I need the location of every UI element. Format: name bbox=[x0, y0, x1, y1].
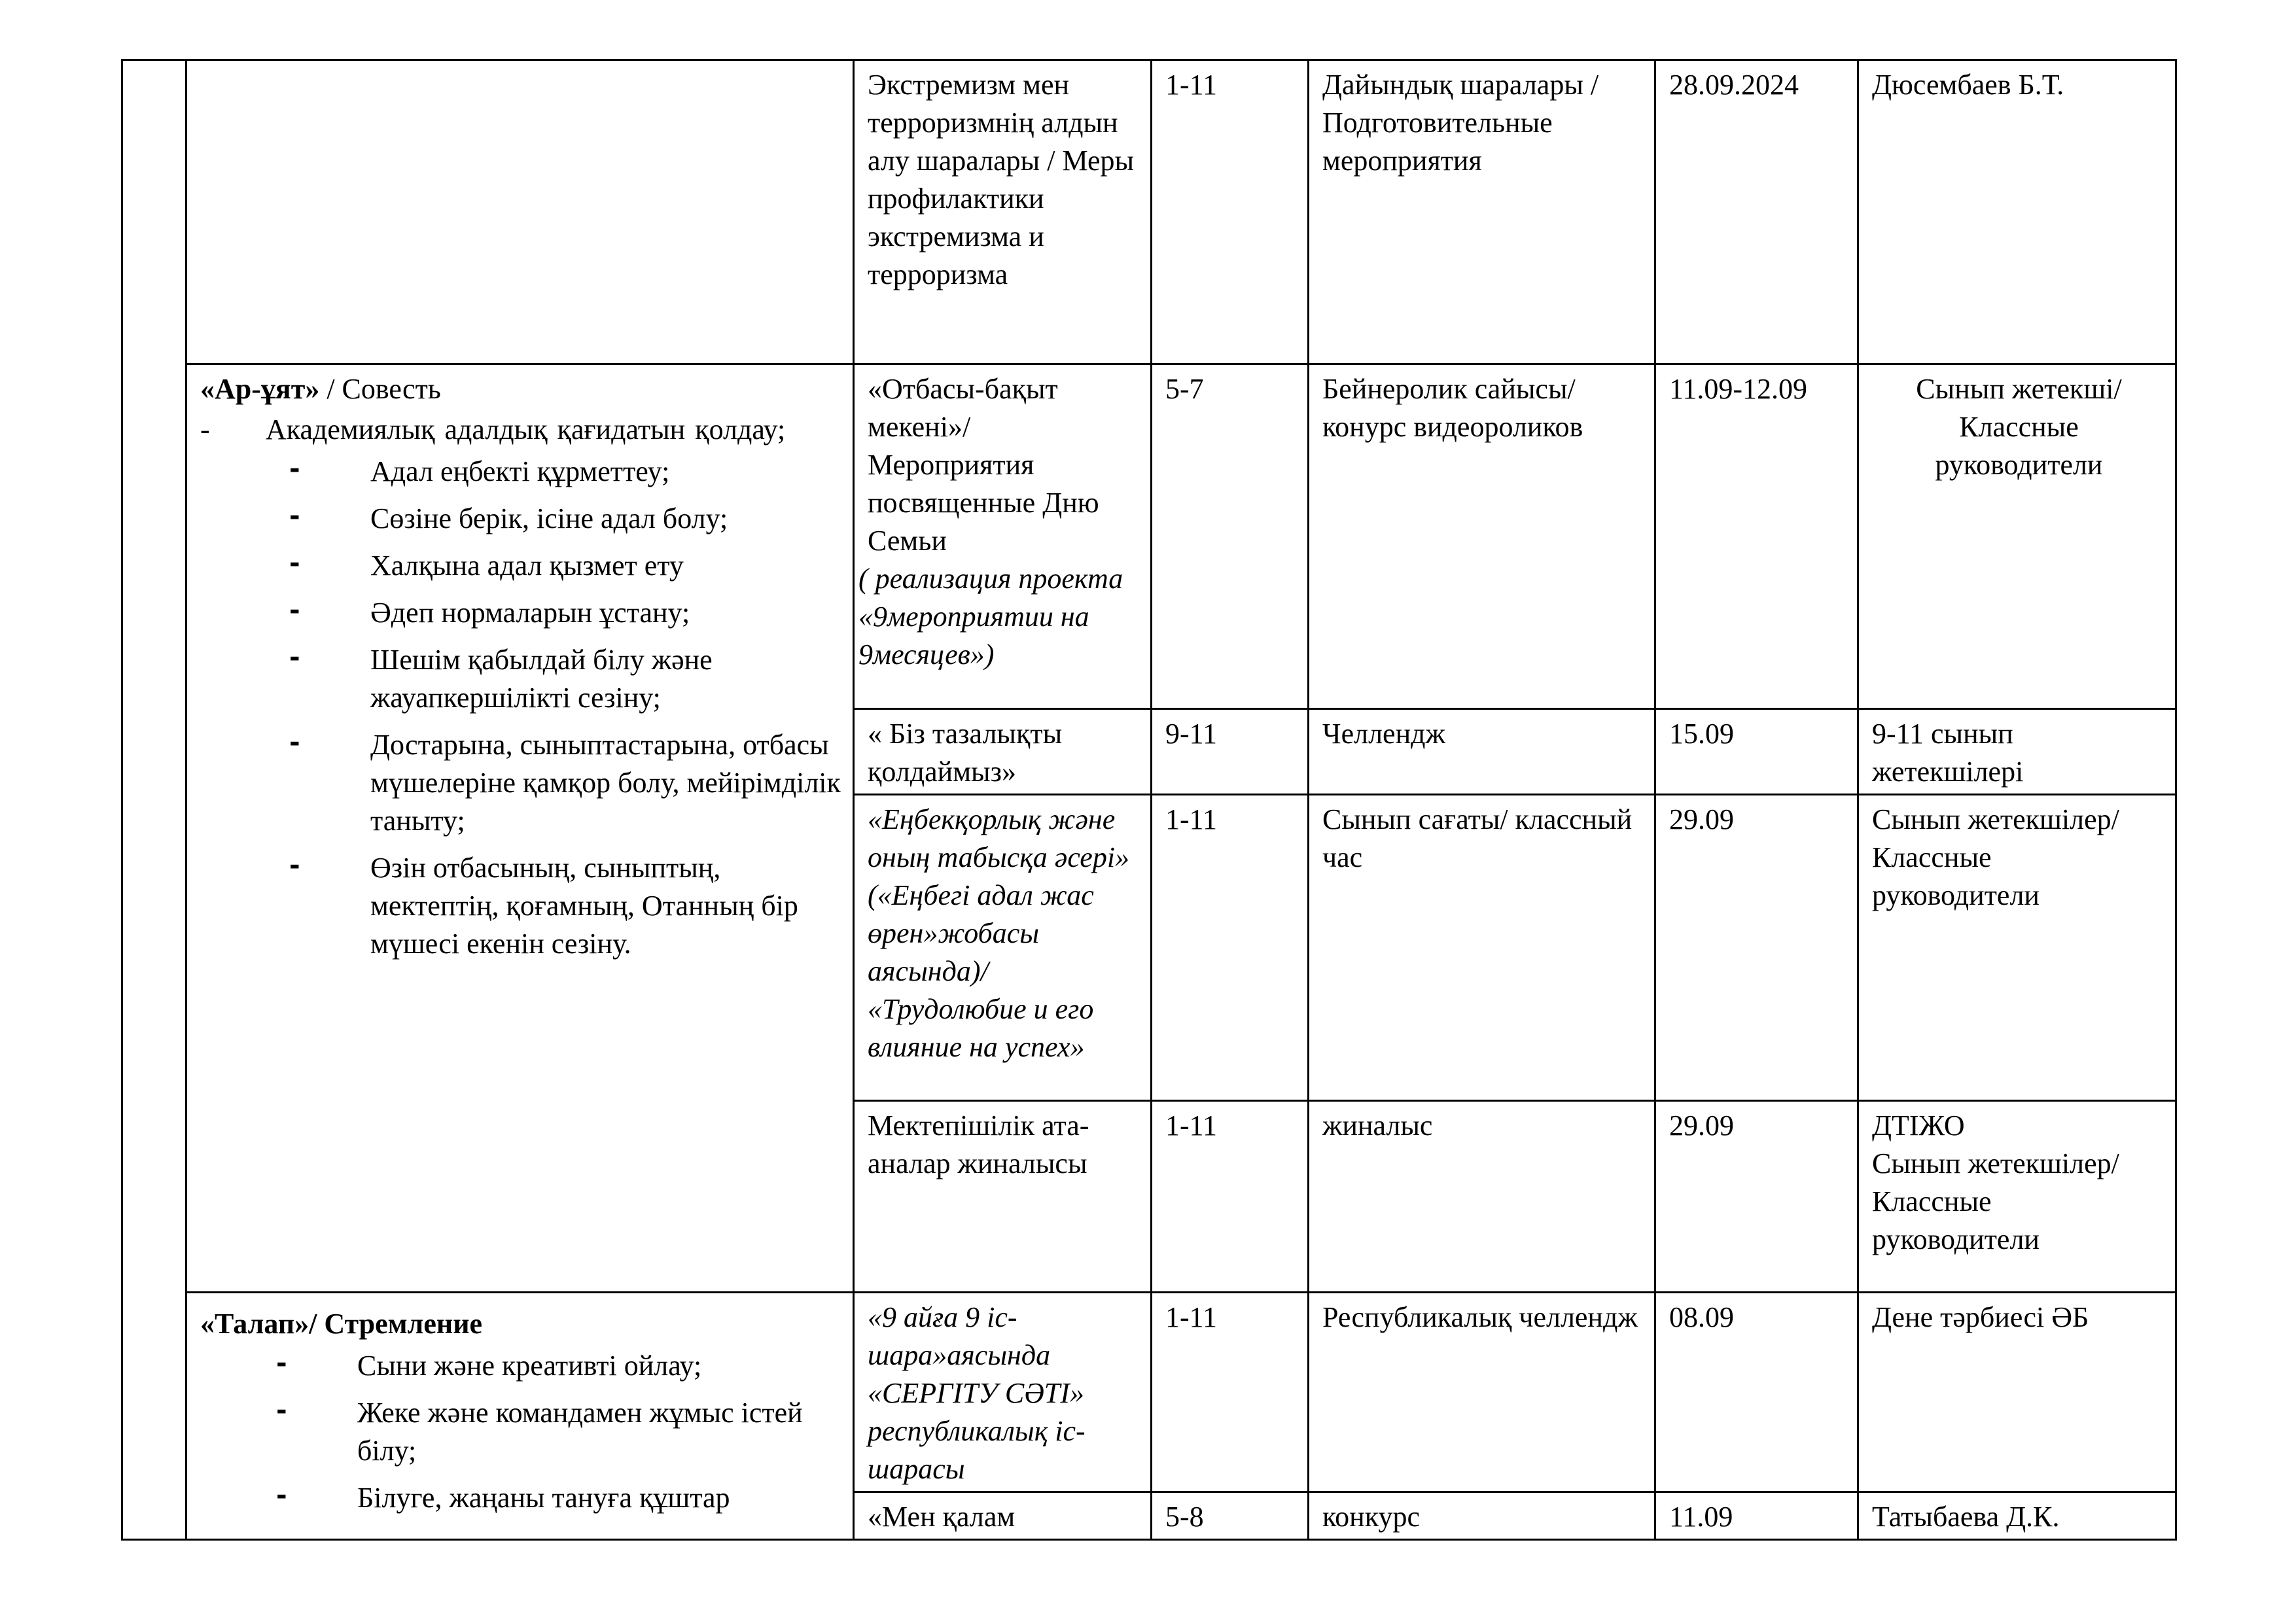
responsible-text: Татыбаева Д.К. bbox=[1872, 1501, 2060, 1533]
value-item-text: Академиялық адалдық қағидатын қолдау; bbox=[266, 413, 786, 445]
grades-text: 5-7 bbox=[1165, 373, 1204, 405]
grades-cell bbox=[1152, 709, 1309, 795]
form-text: конкурс bbox=[1322, 1501, 1420, 1533]
form-cell bbox=[1309, 709, 1655, 795]
value-first-item bbox=[200, 411, 843, 449]
grades-cell bbox=[1152, 1492, 1309, 1540]
grades-cell bbox=[1152, 795, 1309, 1101]
value-title: «Талап»/ Стремление bbox=[200, 1308, 483, 1340]
event-cell bbox=[854, 795, 1152, 1101]
form-cell bbox=[1309, 364, 1655, 709]
form-text: Бейнеролик сайысы/ конурс видеороликов bbox=[1322, 373, 1583, 443]
responsible-text: Сынып жетекші/ Классные руководители bbox=[1916, 373, 2122, 481]
dash-marker: - bbox=[200, 413, 210, 445]
table-row bbox=[122, 364, 2176, 709]
form-cell bbox=[1309, 795, 1655, 1101]
event-note-text: ( реализация проекта «9мероприятии на 9месяцев») bbox=[858, 563, 1123, 671]
form-text: Дайындық шаралары / Подготовительные мероприятия bbox=[1322, 69, 1599, 177]
responsible-cell bbox=[1858, 1492, 2176, 1540]
form-cell bbox=[1309, 1293, 1655, 1492]
form-cell bbox=[1309, 60, 1655, 364]
responsible-text: Дюсембаев Б.Т. bbox=[1872, 69, 2064, 101]
value-item: - Өзін отбасының, сыныптың, мектептің, қоғамның, Отанның бір мүшесі екенін сезіну. bbox=[370, 849, 843, 963]
grades-text: 1-11 bbox=[1165, 1301, 1218, 1333]
date-text: 29.09 bbox=[1669, 1109, 1734, 1142]
responsible-cell bbox=[1858, 60, 2176, 364]
date-cell bbox=[1655, 1101, 1858, 1293]
date-text: 11.09-12.09 bbox=[1669, 373, 1808, 405]
date-cell bbox=[1655, 1293, 1858, 1492]
form-text: Республикалық челлендж bbox=[1322, 1301, 1638, 1333]
responsible-cell bbox=[1858, 364, 2176, 709]
responsible-text: 9-11 сынып жетекшілері bbox=[1872, 718, 2024, 788]
grades-cell bbox=[1152, 60, 1309, 364]
grades-text: 9-11 bbox=[1165, 718, 1218, 750]
event-cell bbox=[854, 1293, 1152, 1492]
date-text: 29.09 bbox=[1669, 803, 1734, 835]
grades-text: 1-11 bbox=[1165, 69, 1218, 101]
table-row bbox=[122, 1293, 2176, 1492]
responsible-cell bbox=[1858, 1101, 2176, 1293]
value-cell-ar-uyat bbox=[186, 364, 854, 1293]
event-text: «Мен қалам bbox=[868, 1501, 1016, 1533]
grades-text: 1-11 bbox=[1165, 1109, 1218, 1142]
value-cell-talap bbox=[186, 1293, 854, 1540]
responsible-cell bbox=[1858, 795, 2176, 1101]
value-item: - Жеке және командамен жұмыс істей білу; bbox=[357, 1394, 843, 1470]
responsible-text: ДТІЖО bbox=[1872, 1109, 1965, 1142]
value-item: - Әдеп нормаларын ұстану; bbox=[370, 594, 843, 632]
event-text: « Біз тазалықты қолдаймыз» bbox=[868, 718, 1063, 788]
grades-text: 1-11 bbox=[1165, 803, 1218, 835]
form-text: Сынып сағаты/ классный час bbox=[1322, 803, 1633, 873]
date-text: 15.09 bbox=[1669, 718, 1734, 750]
date-cell bbox=[1655, 60, 1858, 364]
value-cell-empty bbox=[186, 60, 854, 364]
responsible-cell bbox=[1858, 1293, 2176, 1492]
date-text: 08.09 bbox=[1669, 1301, 1734, 1333]
table-row bbox=[122, 60, 2176, 364]
grades-cell bbox=[1152, 364, 1309, 709]
event-text: «Еңбекқорлық және оның табысқа әсері» («Еңбегі адал жас өрен»жобасы аясында)/ «Трудолюбие и его влияние на успех» bbox=[868, 803, 1130, 1063]
value-item: - Адал еңбекті құрметтеу; bbox=[370, 453, 843, 491]
date-cell bbox=[1655, 709, 1858, 795]
value-item: - Білуге, жаңаны тануға құштар bbox=[357, 1479, 843, 1517]
value-item: - Шешім қабылдай білу және жауапкершілікті сезіну; bbox=[370, 641, 843, 717]
value-items-list bbox=[200, 453, 843, 963]
event-cell bbox=[854, 60, 1152, 364]
date-cell bbox=[1655, 795, 1858, 1101]
responsible-text: Сынып жетекшілер/ Классные руководители bbox=[1872, 803, 2119, 911]
event-text: «Отбасы-бақыт мекені»/ Мероприятия посвященные Дню Семьи bbox=[868, 373, 1099, 557]
responsible-text: Дене тәрбиесі ӘБ bbox=[1872, 1301, 2089, 1333]
date-text: 11.09 bbox=[1669, 1501, 1733, 1533]
value-item: - Халқына адал қызмет ету bbox=[370, 547, 843, 585]
responsible-text: Сынып жетекшілер/ Классные руководители bbox=[1872, 1147, 2119, 1255]
form-cell bbox=[1309, 1101, 1655, 1293]
form-cell bbox=[1309, 1492, 1655, 1540]
number-column-cell bbox=[122, 60, 186, 1540]
form-text: жиналыс bbox=[1322, 1109, 1433, 1142]
event-text: «9 айға 9 іс-шара»аясында «СЕРГІТУ СӘТІ» республикалық іс-шарасы bbox=[868, 1301, 1086, 1485]
form-text: Челлендж bbox=[1322, 718, 1445, 750]
event-cell bbox=[854, 709, 1152, 795]
grades-cell bbox=[1152, 1101, 1309, 1293]
value-title: «Ар-ұят» bbox=[200, 373, 320, 405]
date-text: 28.09.2024 bbox=[1669, 69, 1799, 101]
date-cell bbox=[1655, 364, 1858, 709]
events-plan-table bbox=[121, 59, 2177, 1541]
responsible-cell bbox=[1858, 709, 2176, 795]
value-item: - Сыни және креативті ойлау; bbox=[357, 1347, 843, 1385]
event-text: Экстремизм мен терроризмнің алдын алу шаралары / Меры профилактики экстремизма и терроризма bbox=[868, 69, 1135, 290]
value-item: - Сөзіне берік, ісіне адал болу; bbox=[370, 500, 843, 538]
value-subtitle: / Совесть bbox=[319, 373, 441, 405]
event-cell bbox=[854, 1492, 1152, 1540]
date-cell bbox=[1655, 1492, 1858, 1540]
event-text: Мектепішілік ата-аналар жиналысы bbox=[868, 1109, 1089, 1179]
event-cell bbox=[854, 364, 1152, 709]
value-item: - Достарына, сыныптастарына, отбасы мүшелеріне қамқор болу, мейірімділік таныту; bbox=[370, 726, 843, 840]
grades-text: 5-8 bbox=[1165, 1501, 1204, 1533]
grades-cell bbox=[1152, 1293, 1309, 1492]
value-items-list bbox=[200, 1347, 843, 1517]
event-cell bbox=[854, 1101, 1152, 1293]
